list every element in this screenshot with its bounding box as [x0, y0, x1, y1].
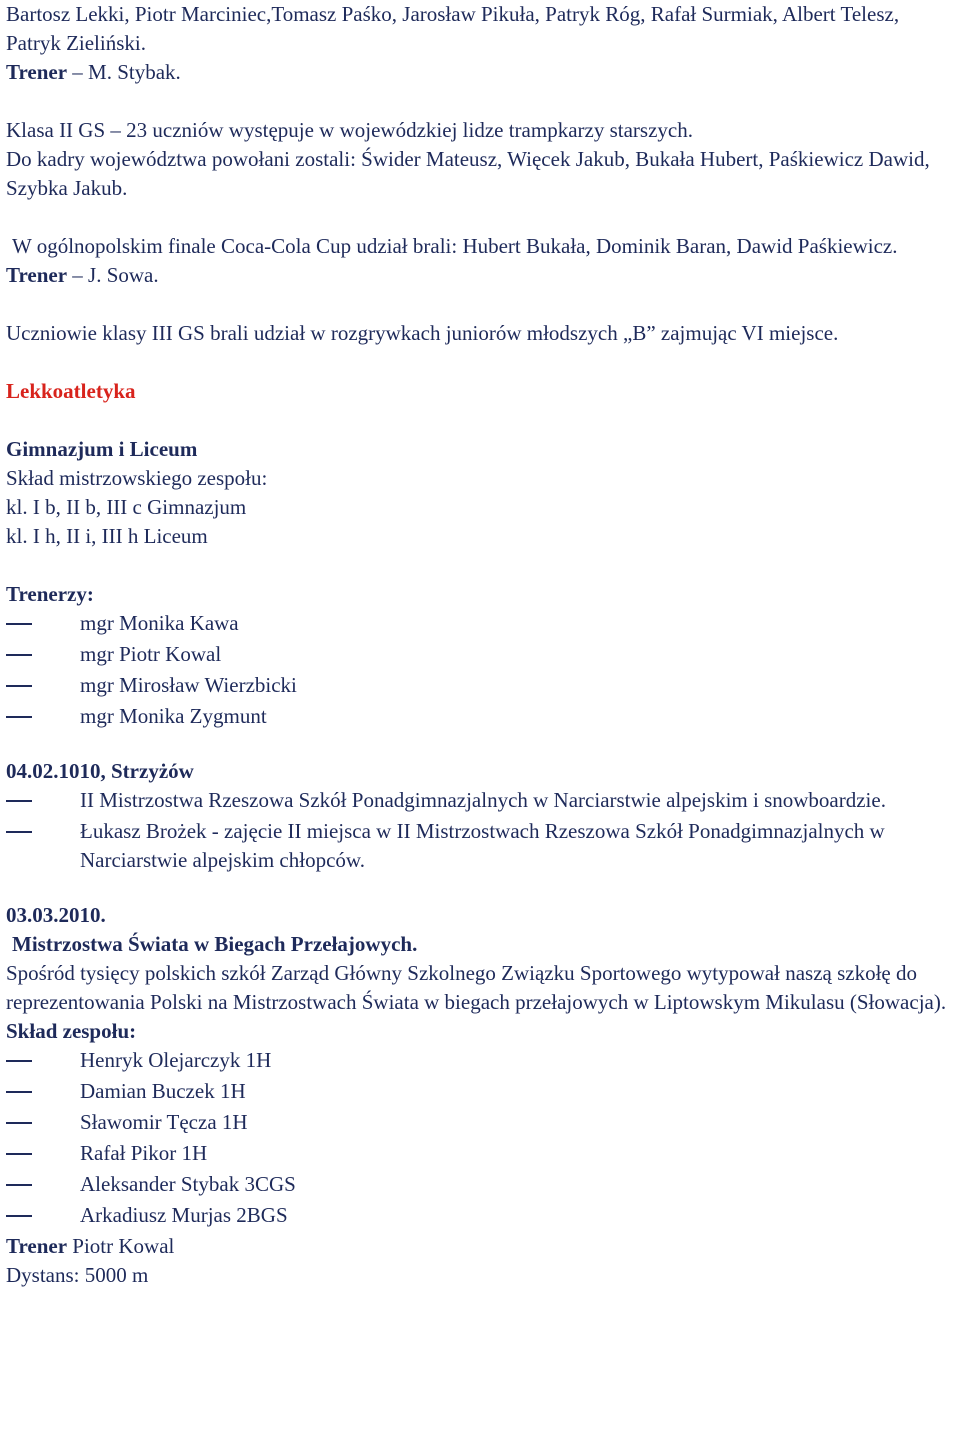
event-description: Spośród tysięcy polskich szkół Zarząd Główny Szkolnego Związku Sportowego wytypował naszą szkołę do reprezentowania Polski na Mistrzostwach Świata w biegach przełajowych w Liptowskym Mikulasu (Słowacja).: [6, 961, 947, 1014]
coach-line-3: [6, 1232, 956, 1261]
team-member: Sławomir Tęcza 1H: [80, 1110, 248, 1134]
coca-cola-cup-paragraph: W ogólnopolskim finale Coca-Cola Cup udział brali: Hubert Bukała, Dominik Baran, Dawid Paśkiewicz.: [12, 234, 898, 258]
team-list: [6, 1046, 956, 1230]
list-item: [6, 702, 956, 731]
team-member: Rafał Pikor 1H: [80, 1141, 208, 1165]
dash-bullet-icon: [6, 1122, 32, 1124]
list-item: [6, 609, 956, 638]
coaches-label: Trenerzy:: [6, 582, 94, 606]
list-item: [6, 1046, 956, 1075]
coach-line-2: [6, 261, 956, 290]
dash-bullet-icon: [6, 623, 32, 625]
coach-label: Trener: [6, 263, 68, 287]
coach-name: mgr Monika Zygmunt: [80, 704, 267, 728]
list-item: [6, 671, 956, 700]
event-heading-strzyzow: 04.02.1010, Strzyżów: [6, 759, 194, 783]
event-item-text: Łukasz Brożek - zajęcie II miejsca w II Mistrzostwach Rzeszowa Szkół Ponadgimnazjalnych w Narciarstwie alpejskim chłopców.: [80, 819, 885, 872]
dash-bullet-icon: [6, 654, 32, 656]
distance-line: Dystans: 5000 m: [6, 1263, 149, 1287]
dash-bullet-icon: [6, 800, 32, 802]
coach-name: Piotr Kowal: [67, 1234, 175, 1258]
coach-name: – J. Sowa.: [67, 263, 159, 287]
dash-bullet-icon: [6, 1184, 32, 1186]
event-strzyzow-list: [6, 786, 956, 875]
dash-bullet-icon: [6, 831, 32, 833]
regional-squad-paragraph: Do kadry województwa powołani zostali: Świder Mateusz, Więcek Jakub, Bukała Hubert, Paśkiewicz Dawid, Szybka Jakub.: [6, 147, 930, 200]
subsection-heading: Gimnazjum i Liceum: [6, 437, 198, 461]
list-item: [6, 1139, 956, 1168]
team-member: Arkadiusz Murjas 2BGS: [80, 1203, 288, 1227]
coach-name: mgr Piotr Kowal: [80, 642, 222, 666]
class-ii-gs-paragraph: Klasa II GS – 23 uczniów występuje w wojewódzkiej lidze trampkarzy starszych.: [6, 118, 693, 142]
list-item: [6, 1077, 956, 1106]
dash-bullet-icon: [6, 1091, 32, 1093]
classes-gymnasium: kl. I b, II b, III c Gimnazjum: [6, 495, 247, 519]
coaches-list: [6, 609, 956, 731]
championship-squad-label: Skład mistrzowskiego zespołu:: [6, 466, 268, 490]
class-iii-gs-paragraph: Uczniowie klasy III GS brali udział w rozgrywkach juniorów młodszych „B” zajmując VI miejsce.: [6, 321, 839, 345]
dash-bullet-icon: [6, 716, 32, 718]
coach-name: mgr Mirosław Wierzbicki: [80, 673, 297, 697]
team-member: Aleksander Stybak 3CGS: [80, 1172, 296, 1196]
event-title-cross-country: Mistrzostwa Świata w Biegach Przełajowych.: [12, 932, 418, 956]
list-item: [6, 1108, 956, 1137]
list-item: [6, 1170, 956, 1199]
coach-label: Trener: [6, 60, 68, 84]
classes-lyceum: kl. I h, II i, III h Liceum: [6, 524, 208, 548]
coach-label: Trener: [6, 1234, 68, 1258]
list-item: [6, 786, 956, 815]
team-squad-label: Skład zespołu:: [6, 1019, 137, 1043]
list-item: [6, 640, 956, 669]
dash-bullet-icon: [6, 685, 32, 687]
event-date: 03.03.2010.: [6, 903, 106, 927]
dash-bullet-icon: [6, 1060, 32, 1062]
dash-bullet-icon: [6, 1215, 32, 1217]
coach-name: – M. Stybak.: [67, 60, 181, 84]
team-member: Henryk Olejarczyk 1H: [80, 1048, 272, 1072]
event-item-text: II Mistrzostwa Rzeszowa Szkół Ponadgimnazjalnych w Narciarstwie alpejskim i snowboardzie.: [80, 788, 886, 812]
list-item: [6, 1201, 956, 1230]
section-heading-athletics: Lekkoatletyka: [6, 379, 136, 403]
dash-bullet-icon: [6, 1153, 32, 1155]
coach-line-1: [6, 58, 956, 87]
team-members-paragraph: Bartosz Lekki, Piotr Marciniec,Tomasz Paśko, Jarosław Pikuła, Patryk Róg, Rafał Surmiak, Albert Telesz, Patryk Zieliński.: [6, 2, 900, 55]
document-page: [6, 0, 956, 1290]
coach-name: mgr Monika Kawa: [80, 611, 239, 635]
team-member: Damian Buczek 1H: [80, 1079, 246, 1103]
list-item: [6, 817, 956, 875]
